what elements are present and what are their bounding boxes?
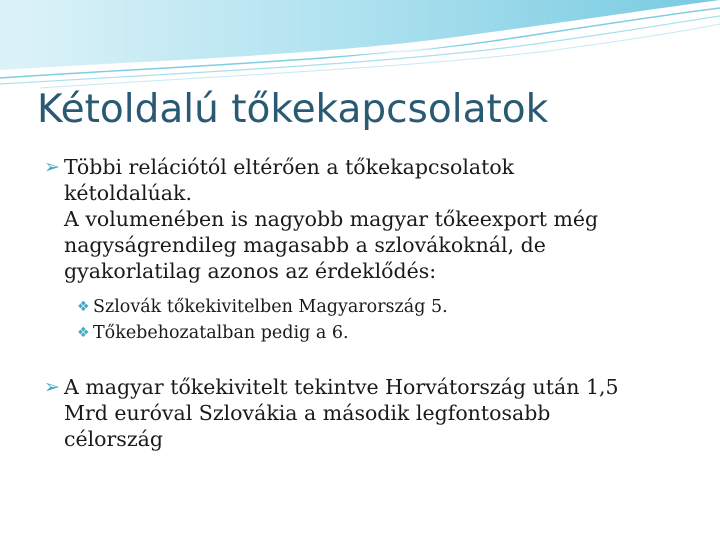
slide-title: Kétoldalú tőkekapcsolatok — [37, 87, 549, 132]
bullet-text-line: nagyságrendileg magasabb a szlovákoknál, de — [64, 233, 546, 257]
sub-bullet-item — [77, 320, 684, 346]
arrow-right-icon: ➢ — [44, 156, 60, 178]
diamond-bullet-icon: ❖ — [77, 325, 90, 341]
sub-bullet-text: Szlovák tőkekivitelben Magyarország 5. — [93, 297, 448, 317]
sub-bullet-item — [77, 294, 684, 320]
bullet-item — [44, 154, 684, 284]
arrow-right-icon: ➢ — [44, 376, 60, 398]
bullet-text-line: A volumenében is nagyobb magyar tőkeexport még — [64, 207, 599, 231]
sub-bullet-text: Tőkebehozatalban pedig a 6. — [93, 323, 349, 343]
diamond-bullet-icon: ❖ — [77, 299, 90, 315]
sub-bullet-list — [77, 294, 684, 346]
bullet-text-line: Többi relációtól eltérően a tőkekapcsolatok — [64, 155, 515, 179]
header-wave-decoration — [0, 0, 720, 90]
bullet-list — [44, 154, 684, 452]
bullet-text-line: célország — [64, 427, 163, 451]
bullet-text-line: A magyar tőkekivitelt tekintve Horvátország után 1,5 — [64, 375, 619, 399]
bullet-text-line: gyakorlatilag azonos az érdeklődés: — [64, 259, 437, 283]
bullet-text-line: kétoldalúak. — [64, 181, 192, 205]
bullet-text-line: Mrd euróval Szlovákia a második legfontosabb — [64, 401, 551, 425]
bullet-item — [44, 374, 684, 452]
